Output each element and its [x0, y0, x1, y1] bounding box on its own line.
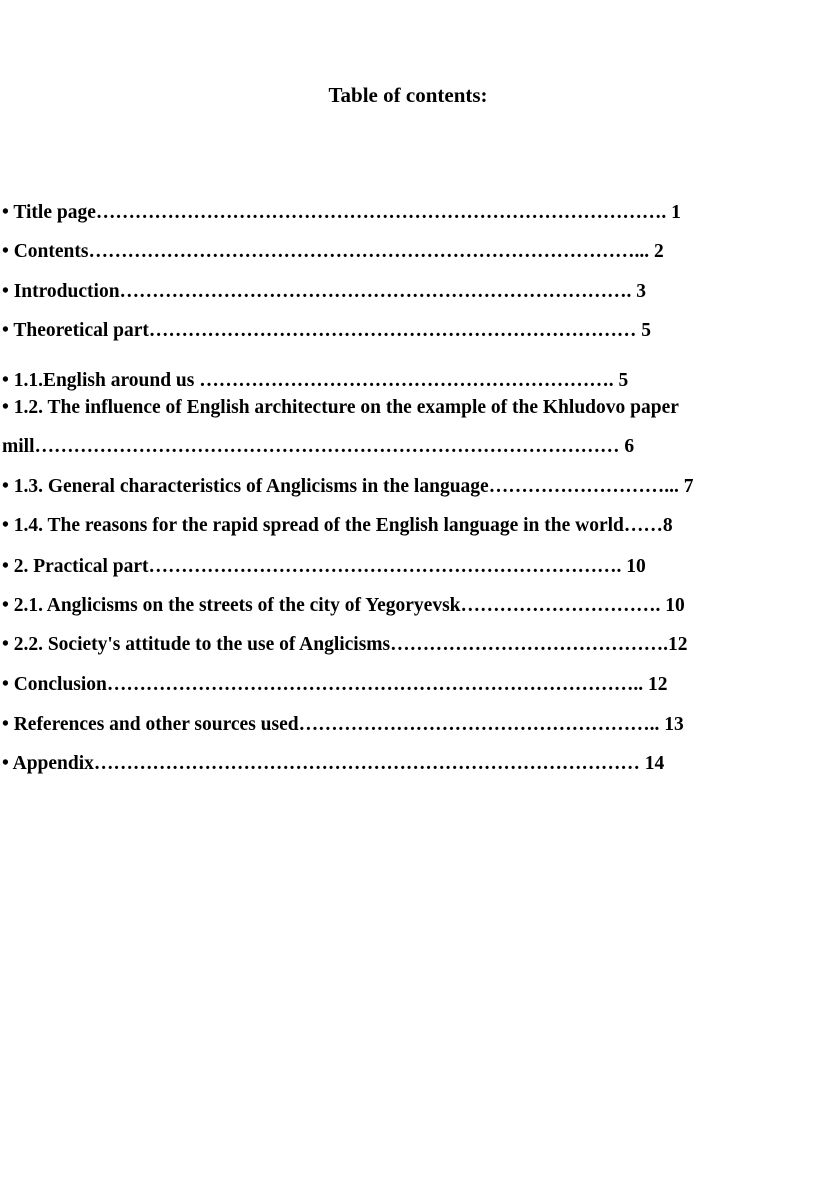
- toc-entry-1-2-continued: mill……………………………………………………………………………… 6: [2, 436, 635, 457]
- toc-entry-2-1: • 2.1. Anglicisms on the streets of the city of Yegoryevsk…………………………. 10: [2, 595, 685, 616]
- toc-entry-title-page: • Title page……………………………………………………………………………. 1: [2, 202, 681, 223]
- toc-entry-conclusion: • Conclusion……………………………………………………………………….. 12: [2, 674, 668, 695]
- toc-entry-appendix: • Appendix………………………………………………………………………… 14: [2, 753, 665, 774]
- toc-entry-references: • References and other sources used……………………………………………….. 13: [2, 714, 684, 735]
- page-title: Table of contents:: [328, 83, 488, 107]
- toc-entry-theoretical-part: • Theoretical part………………………………………………………………… 5: [2, 320, 652, 341]
- toc-entry-2: • 2. Practical part………………………………………………………………. 10: [2, 556, 646, 577]
- toc-entry-contents: • Contents…………………………………………………………………………... 2: [2, 241, 664, 262]
- toc-entry-1-4: • 1.4. The reasons for the rapid spread of the English language in the world……8: [2, 515, 673, 536]
- toc-entry-introduction: • Introduction……………………………………………………………………. 3: [2, 281, 647, 302]
- toc-entry-1-1: • 1.1.English around us ………………………………………………………. 5: [2, 370, 629, 391]
- toc-entry-1-2: • 1.2. The influence of English architecture on the example of the Khludovo paper: [2, 397, 679, 418]
- toc-entry-1-3: • 1.3. General characteristics of Anglicisms in the language………………………... 7: [2, 476, 694, 497]
- toc-entry-2-2: • 2.2. Society's attitude to the use of Anglicisms…………………………………….12: [2, 634, 688, 655]
